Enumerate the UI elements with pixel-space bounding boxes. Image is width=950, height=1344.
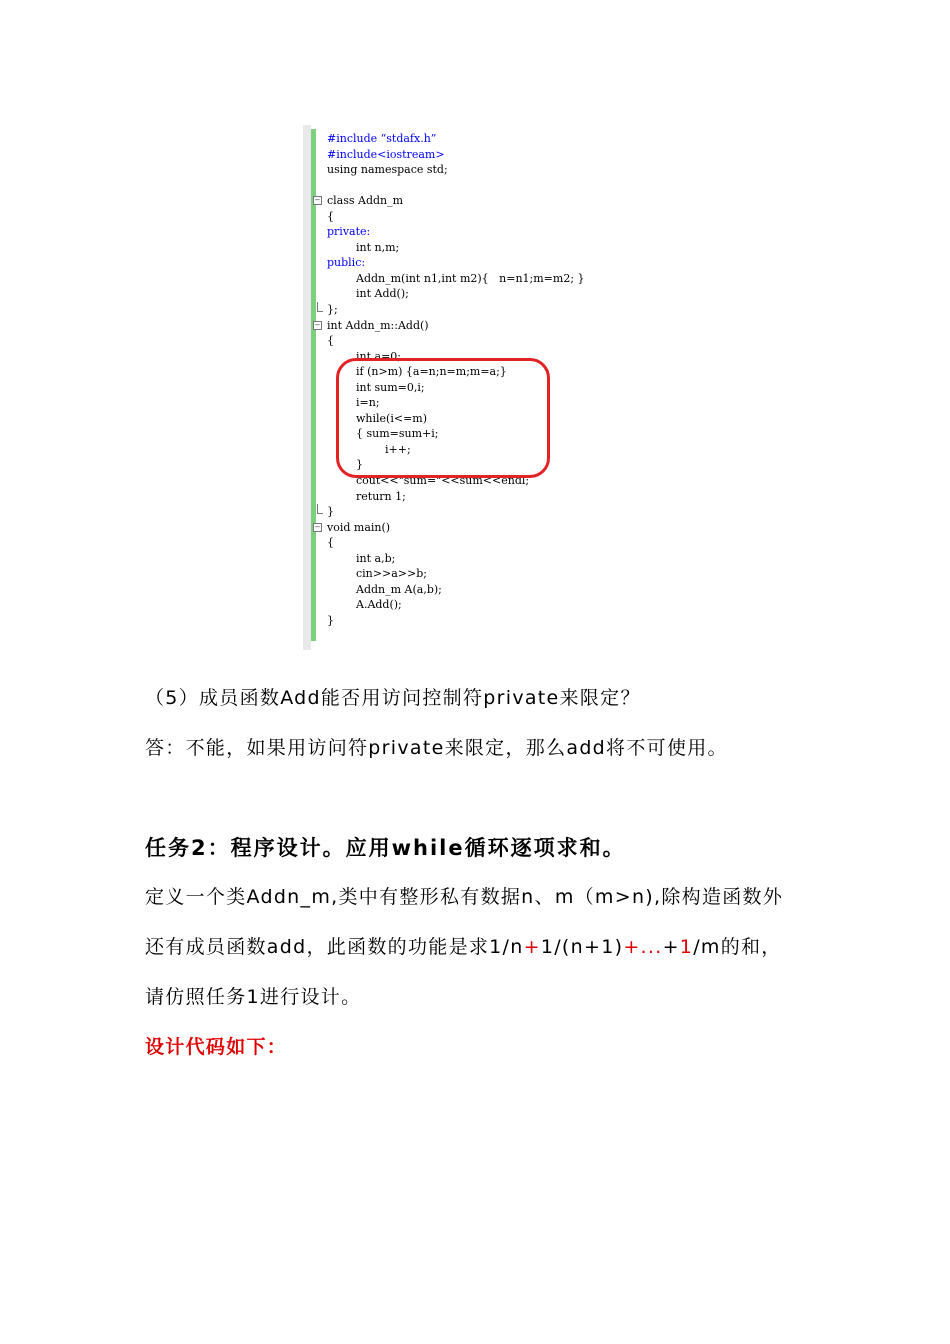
code-text: { sum=sum+i;	[356, 427, 439, 441]
task-heading: 任务2：程序设计。应用while循环逐项求和。	[145, 836, 626, 860]
code-line	[303, 566, 555, 582]
code-text: int a,b;	[356, 551, 396, 565]
plus-sign: +	[523, 936, 541, 958]
fold-toggle-icon[interactable]: −	[314, 522, 321, 531]
code-text: {	[327, 334, 334, 348]
code-text: if (n>m) {a=n;n=m;m=a;}	[356, 365, 507, 379]
fold-toggle-icon[interactable]: −	[314, 320, 321, 329]
code-text: int a=0;	[356, 349, 401, 363]
task-desc-line1: 定义一个类Addn_m,类中有整形私有数据n、m（m>n),除构造函数外	[145, 886, 784, 908]
code-text: private:	[327, 225, 371, 239]
fold-end-icon	[317, 302, 323, 312]
numeral-one: 1	[679, 936, 694, 958]
code-line	[303, 240, 555, 256]
code-line	[303, 209, 555, 225]
fold-toggle-icon[interactable]: −	[314, 196, 321, 205]
code-text: int Add();	[356, 287, 409, 301]
task-desc-line2-part3: +	[662, 936, 680, 958]
code-text: i++;	[385, 442, 411, 456]
fold-end-icon	[317, 504, 323, 514]
question-text: （5）成员函数Add能否用访问控制符private来限定？	[145, 687, 641, 709]
code-line	[303, 582, 555, 598]
code-line	[303, 302, 555, 318]
code-text: int sum=0,i;	[356, 380, 425, 394]
task-desc-line2-part4: /m的和，	[693, 936, 782, 958]
code-line	[303, 162, 555, 178]
code-text: public:	[327, 256, 366, 270]
code-line	[303, 178, 555, 194]
code-text: {	[327, 209, 334, 223]
code-text: Addn_m(int n1,int m2){ n=n1;m=m2; }	[356, 271, 585, 285]
code-text: cin>>a>>b;	[356, 567, 427, 581]
code-line	[303, 147, 555, 163]
answer-text: 答：不能，如果用访问符private来限定，那么add将不可使用。	[145, 737, 728, 759]
code-text: i=n;	[356, 396, 380, 410]
code-line	[303, 535, 555, 551]
code-line	[303, 286, 555, 302]
code-line	[303, 271, 585, 287]
code-text: #include “stdafx.h”	[327, 132, 437, 145]
code-line	[303, 520, 555, 536]
code-line	[303, 131, 555, 147]
code-line	[303, 255, 555, 271]
code-text: return 1;	[356, 489, 406, 503]
code-text: }	[327, 613, 334, 627]
code-text: while(i<=m)	[356, 411, 428, 425]
highlight-annotation	[336, 358, 550, 478]
code-text: }	[327, 505, 334, 519]
code-text: {	[327, 536, 334, 550]
task-desc-line3: 请仿照任务1进行设计。	[145, 986, 362, 1008]
code-text: void main()	[327, 520, 391, 534]
code-text: A.Add();	[356, 598, 402, 612]
code-line	[303, 613, 555, 629]
code-line	[303, 489, 555, 505]
task-desc-line2	[145, 935, 782, 959]
code-text: Addn_m A(a,b);	[356, 582, 442, 596]
code-line	[303, 318, 555, 334]
code-line	[303, 504, 555, 520]
code-text: class Addn_m	[327, 194, 404, 208]
task-desc-line2-part1: 还有成员函数add，此函数的功能是求1/n	[145, 936, 524, 958]
code-line	[303, 333, 555, 349]
code-line	[303, 597, 555, 613]
task-desc-line2-part2: 1/(n+1)	[540, 936, 624, 958]
code-text: int Addn_m::Add()	[327, 318, 429, 332]
code-text: int n,m;	[356, 240, 400, 254]
code-text: cout<<"sum="<<sum<<endl;	[356, 474, 530, 488]
code-line	[303, 193, 555, 209]
code-text: };	[327, 303, 338, 317]
code-line	[303, 551, 555, 567]
design-code-label: 设计代码如下：	[145, 1036, 288, 1058]
plus-ellipsis: +...	[623, 936, 663, 958]
code-line	[303, 224, 555, 240]
code-text: #include<iostream>	[327, 147, 445, 161]
code-text: }	[356, 458, 363, 472]
code-text: using namespace std;	[327, 163, 448, 177]
